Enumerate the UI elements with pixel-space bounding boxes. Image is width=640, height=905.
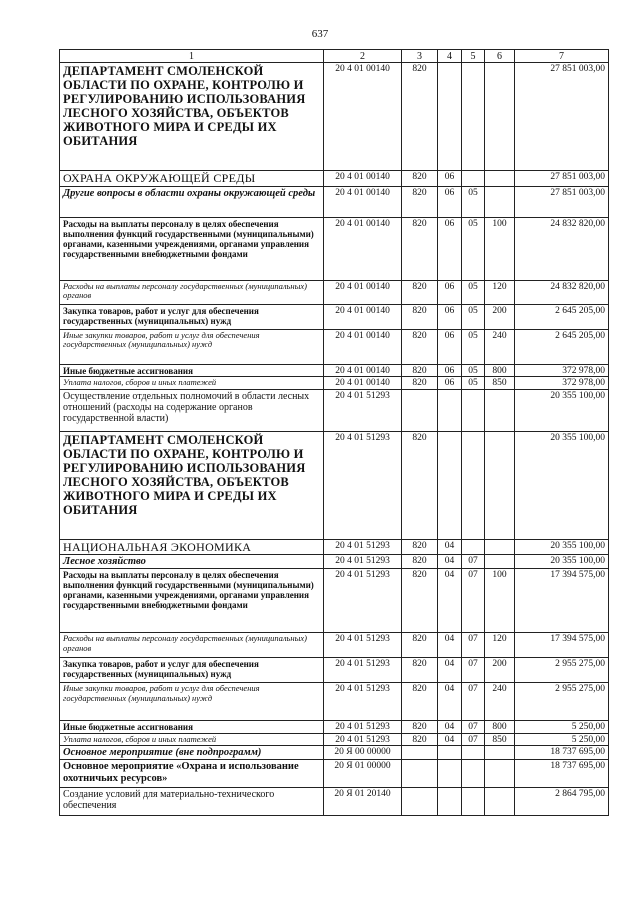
header-col-1: 1 bbox=[60, 50, 324, 63]
row-expense-type bbox=[485, 746, 515, 760]
row-section-code: 04 bbox=[438, 658, 462, 683]
table-row bbox=[60, 304, 609, 329]
table-row bbox=[60, 569, 609, 633]
row-expense-type: 800 bbox=[485, 721, 515, 734]
table-row bbox=[60, 171, 609, 186]
row-expense-type bbox=[485, 760, 515, 788]
row-section-code bbox=[438, 389, 462, 431]
table-row bbox=[60, 683, 609, 721]
row-target-code: 20 4 01 51293 bbox=[324, 539, 402, 554]
row-ministry-code: 820 bbox=[402, 280, 438, 304]
row-target-code: 20 4 01 51293 bbox=[324, 431, 402, 539]
row-subsection-code: 07 bbox=[462, 555, 485, 569]
row-ministry-code bbox=[402, 788, 438, 816]
table-row bbox=[60, 633, 609, 658]
row-amount: 27 851 003,00 bbox=[515, 171, 609, 186]
row-ministry-code: 820 bbox=[402, 186, 438, 217]
row-ministry-code: 820 bbox=[402, 304, 438, 329]
row-name: НАЦИОНАЛЬНАЯ ЭКОНОМИКА bbox=[60, 539, 324, 554]
row-name: Расходы на выплаты персоналу государственных (муниципальных) органов bbox=[60, 280, 324, 304]
row-ministry-code: 820 bbox=[402, 377, 438, 390]
header-col-7: 7 bbox=[515, 50, 609, 63]
table-row bbox=[60, 186, 609, 217]
row-subsection-code: 07 bbox=[462, 721, 485, 734]
header-col-4: 4 bbox=[438, 50, 462, 63]
row-expense-type bbox=[485, 63, 515, 171]
table-row bbox=[60, 63, 609, 171]
row-amount: 2 955 275,00 bbox=[515, 658, 609, 683]
row-expense-type bbox=[485, 431, 515, 539]
row-target-code: 20 Я 00 00000 bbox=[324, 746, 402, 760]
table-row bbox=[60, 555, 609, 569]
row-section-code: 04 bbox=[438, 683, 462, 721]
row-name: Уплата налогов, сборов и иных платежей bbox=[60, 377, 324, 390]
table-row bbox=[60, 760, 609, 788]
row-amount: 5 250,00 bbox=[515, 721, 609, 734]
row-target-code: 20 4 01 00140 bbox=[324, 329, 402, 364]
row-ministry-code: 820 bbox=[402, 539, 438, 554]
row-ministry-code bbox=[402, 760, 438, 788]
row-ministry-code: 820 bbox=[402, 721, 438, 734]
row-expense-type: 100 bbox=[485, 569, 515, 633]
row-section-code bbox=[438, 746, 462, 760]
row-subsection-code: 05 bbox=[462, 304, 485, 329]
row-section-code: 04 bbox=[438, 721, 462, 734]
row-amount: 2 955 275,00 bbox=[515, 683, 609, 721]
row-section-code bbox=[438, 431, 462, 539]
row-name: ДЕПАРТАМЕНТ СМОЛЕНСКОЙ ОБЛАСТИ ПО ОХРАНЕ, КОНТРОЛЮ И РЕГУЛИРОВАНИЮ ИСПОЛЬЗОВАНИЯ ЛЕСНОГО ХОЗЯЙСТВА, ОБЪЕКТОВ ЖИВОТНОГО МИРА И СРЕДЫ ИХ ОБИТАНИЯ bbox=[60, 431, 324, 539]
row-name: Основное мероприятие (вне подпрограмм) bbox=[60, 746, 324, 760]
row-subsection-code: 05 bbox=[462, 329, 485, 364]
table-row bbox=[60, 329, 609, 364]
row-ministry-code: 820 bbox=[402, 733, 438, 746]
row-target-code: 20 Я 01 00000 bbox=[324, 760, 402, 788]
row-subsection-code: 07 bbox=[462, 733, 485, 746]
row-subsection-code: 07 bbox=[462, 683, 485, 721]
header-row bbox=[60, 50, 609, 63]
row-amount: 20 355 100,00 bbox=[515, 431, 609, 539]
row-section-code: 06 bbox=[438, 280, 462, 304]
row-subsection-code bbox=[462, 171, 485, 186]
row-ministry-code: 820 bbox=[402, 431, 438, 539]
budget-table bbox=[59, 49, 609, 816]
row-target-code: 20 4 01 51293 bbox=[324, 555, 402, 569]
row-name: Уплата налогов, сборов и иных платежей bbox=[60, 733, 324, 746]
row-section-code bbox=[438, 788, 462, 816]
row-target-code: 20 4 01 00140 bbox=[324, 171, 402, 186]
row-expense-type: 240 bbox=[485, 329, 515, 364]
page-number: 637 bbox=[311, 28, 329, 40]
row-name: Закупка товаров, работ и услуг для обеспечения государственных (муниципальных) нужд bbox=[60, 658, 324, 683]
row-amount: 27 851 003,00 bbox=[515, 186, 609, 217]
row-subsection-code: 05 bbox=[462, 280, 485, 304]
row-section-code: 06 bbox=[438, 364, 462, 377]
table-row bbox=[60, 658, 609, 683]
row-amount: 18 737 695,00 bbox=[515, 760, 609, 788]
row-ministry-code: 820 bbox=[402, 658, 438, 683]
row-section-code bbox=[438, 760, 462, 788]
row-expense-type: 240 bbox=[485, 683, 515, 721]
row-amount: 2 645 205,00 bbox=[515, 304, 609, 329]
table-row bbox=[60, 431, 609, 539]
row-name: Иные бюджетные ассигнования bbox=[60, 364, 324, 377]
row-name: Иные бюджетные ассигнования bbox=[60, 721, 324, 734]
row-name: Иные закупки товаров, работ и услуг для обеспечения государственных (муниципальных) нужд bbox=[60, 329, 324, 364]
row-amount: 20 355 100,00 bbox=[515, 555, 609, 569]
row-subsection-code bbox=[462, 760, 485, 788]
row-expense-type bbox=[485, 186, 515, 217]
row-subsection-code: 07 bbox=[462, 633, 485, 658]
row-target-code: 20 4 01 51293 bbox=[324, 658, 402, 683]
row-subsection-code: 05 bbox=[462, 217, 485, 280]
table-row bbox=[60, 539, 609, 554]
row-ministry-code: 820 bbox=[402, 171, 438, 186]
row-expense-type: 850 bbox=[485, 733, 515, 746]
row-section-code: 06 bbox=[438, 217, 462, 280]
row-name: Осуществление отдельных полномочий в области лесных отношений (расходы на содержание органов государственной власти) bbox=[60, 389, 324, 431]
row-amount: 27 851 003,00 bbox=[515, 63, 609, 171]
row-expense-type: 200 bbox=[485, 304, 515, 329]
row-target-code: 20 4 01 00140 bbox=[324, 304, 402, 329]
row-expense-type: 120 bbox=[485, 633, 515, 658]
row-section-code: 06 bbox=[438, 186, 462, 217]
table-row bbox=[60, 788, 609, 816]
row-subsection-code bbox=[462, 788, 485, 816]
row-subsection-code bbox=[462, 746, 485, 760]
row-expense-type: 100 bbox=[485, 217, 515, 280]
row-section-code: 04 bbox=[438, 555, 462, 569]
row-target-code: 20 4 01 00140 bbox=[324, 63, 402, 171]
row-target-code: 20 4 01 51293 bbox=[324, 683, 402, 721]
row-ministry-code: 820 bbox=[402, 364, 438, 377]
row-amount: 372 978,00 bbox=[515, 364, 609, 377]
row-target-code: 20 4 01 51293 bbox=[324, 733, 402, 746]
row-subsection-code bbox=[462, 431, 485, 539]
row-expense-type: 200 bbox=[485, 658, 515, 683]
row-amount: 17 394 575,00 bbox=[515, 569, 609, 633]
row-ministry-code: 820 bbox=[402, 633, 438, 658]
row-target-code: 20 4 01 51293 bbox=[324, 633, 402, 658]
row-amount: 2 864 795,00 bbox=[515, 788, 609, 816]
row-section-code: 06 bbox=[438, 377, 462, 390]
table-row bbox=[60, 280, 609, 304]
row-ministry-code bbox=[402, 389, 438, 431]
row-subsection-code bbox=[462, 63, 485, 171]
row-name: Основное мероприятие «Охрана и использование охотничьих ресурсов» bbox=[60, 760, 324, 788]
row-amount: 18 737 695,00 bbox=[515, 746, 609, 760]
table-row bbox=[60, 746, 609, 760]
table-row bbox=[60, 217, 609, 280]
row-subsection-code: 05 bbox=[462, 364, 485, 377]
table-row bbox=[60, 721, 609, 734]
row-amount: 17 394 575,00 bbox=[515, 633, 609, 658]
row-amount: 24 832 820,00 bbox=[515, 217, 609, 280]
row-target-code: 20 Я 01 20140 bbox=[324, 788, 402, 816]
row-section-code bbox=[438, 63, 462, 171]
row-target-code: 20 4 01 00140 bbox=[324, 364, 402, 377]
row-ministry-code: 820 bbox=[402, 217, 438, 280]
row-amount: 2 645 205,00 bbox=[515, 329, 609, 364]
row-expense-type bbox=[485, 539, 515, 554]
row-target-code: 20 4 01 51293 bbox=[324, 569, 402, 633]
row-target-code: 20 4 01 51293 bbox=[324, 721, 402, 734]
header-col-6: 6 bbox=[485, 50, 515, 63]
row-name: Закупка товаров, работ и услуг для обеспечения государственных (муниципальных) нужд bbox=[60, 304, 324, 329]
row-subsection-code bbox=[462, 389, 485, 431]
row-expense-type bbox=[485, 171, 515, 186]
row-target-code: 20 4 01 00140 bbox=[324, 377, 402, 390]
row-name: Расходы на выплаты персоналу в целях обеспечения выполнения функций государственными (муниципальными) органами, казенными учреждениями, органами управления государственными внебюджетными фондами bbox=[60, 217, 324, 280]
row-expense-type bbox=[485, 788, 515, 816]
row-ministry-code: 820 bbox=[402, 569, 438, 633]
row-section-code: 04 bbox=[438, 633, 462, 658]
row-section-code: 06 bbox=[438, 329, 462, 364]
row-subsection-code bbox=[462, 539, 485, 554]
row-name: ОХРАНА ОКРУЖАЮЩЕЙ СРЕДЫ bbox=[60, 171, 324, 186]
row-name: Иные закупки товаров, работ и услуг для обеспечения государственных (муниципальных) нужд bbox=[60, 683, 324, 721]
table-row bbox=[60, 389, 609, 431]
header-col-5: 5 bbox=[462, 50, 485, 63]
row-section-code: 06 bbox=[438, 171, 462, 186]
row-name: Лесное хозяйство bbox=[60, 555, 324, 569]
row-target-code: 20 4 01 00140 bbox=[324, 217, 402, 280]
row-section-code: 04 bbox=[438, 569, 462, 633]
row-target-code: 20 4 01 00140 bbox=[324, 280, 402, 304]
row-expense-type bbox=[485, 389, 515, 431]
row-name: Расходы на выплаты персоналу в целях обеспечения выполнения функций государственными (муниципальными) органами, казенными учреждениями, органами управления государственными внебюджетными фондами bbox=[60, 569, 324, 633]
row-ministry-code bbox=[402, 746, 438, 760]
table-row bbox=[60, 377, 609, 390]
row-subsection-code: 05 bbox=[462, 377, 485, 390]
row-amount: 24 832 820,00 bbox=[515, 280, 609, 304]
row-name: Другие вопросы в области охраны окружающей среды bbox=[60, 186, 324, 217]
row-target-code: 20 4 01 51293 bbox=[324, 389, 402, 431]
row-expense-type: 120 bbox=[485, 280, 515, 304]
header-col-2: 2 bbox=[324, 50, 402, 63]
row-ministry-code: 820 bbox=[402, 555, 438, 569]
row-name: Расходы на выплаты персоналу государственных (муниципальных) органов bbox=[60, 633, 324, 658]
row-amount: 20 355 100,00 bbox=[515, 389, 609, 431]
row-ministry-code: 820 bbox=[402, 329, 438, 364]
row-section-code: 06 bbox=[438, 304, 462, 329]
row-ministry-code: 820 bbox=[402, 683, 438, 721]
table-row bbox=[60, 733, 609, 746]
row-expense-type bbox=[485, 555, 515, 569]
row-expense-type: 850 bbox=[485, 377, 515, 390]
row-subsection-code: 07 bbox=[462, 658, 485, 683]
row-amount: 20 355 100,00 bbox=[515, 539, 609, 554]
row-section-code: 04 bbox=[438, 733, 462, 746]
table-row bbox=[60, 364, 609, 377]
row-name: ДЕПАРТАМЕНТ СМОЛЕНСКОЙ ОБЛАСТИ ПО ОХРАНЕ, КОНТРОЛЮ И РЕГУЛИРОВАНИЮ ИСПОЛЬЗОВАНИЯ ЛЕСНОГО ХОЗЯЙСТВА, ОБЪЕКТОВ ЖИВОТНОГО МИРА И СРЕДЫ ИХ ОБИТАНИЯ bbox=[60, 63, 324, 171]
row-amount: 5 250,00 bbox=[515, 733, 609, 746]
header-col-3: 3 bbox=[402, 50, 438, 63]
row-subsection-code: 05 bbox=[462, 186, 485, 217]
row-ministry-code: 820 bbox=[402, 63, 438, 171]
row-section-code: 04 bbox=[438, 539, 462, 554]
row-name: Создание условий для материально-технического обеспечения bbox=[60, 788, 324, 816]
row-expense-type: 800 bbox=[485, 364, 515, 377]
row-subsection-code: 07 bbox=[462, 569, 485, 633]
row-amount: 372 978,00 bbox=[515, 377, 609, 390]
row-target-code: 20 4 01 00140 bbox=[324, 186, 402, 217]
